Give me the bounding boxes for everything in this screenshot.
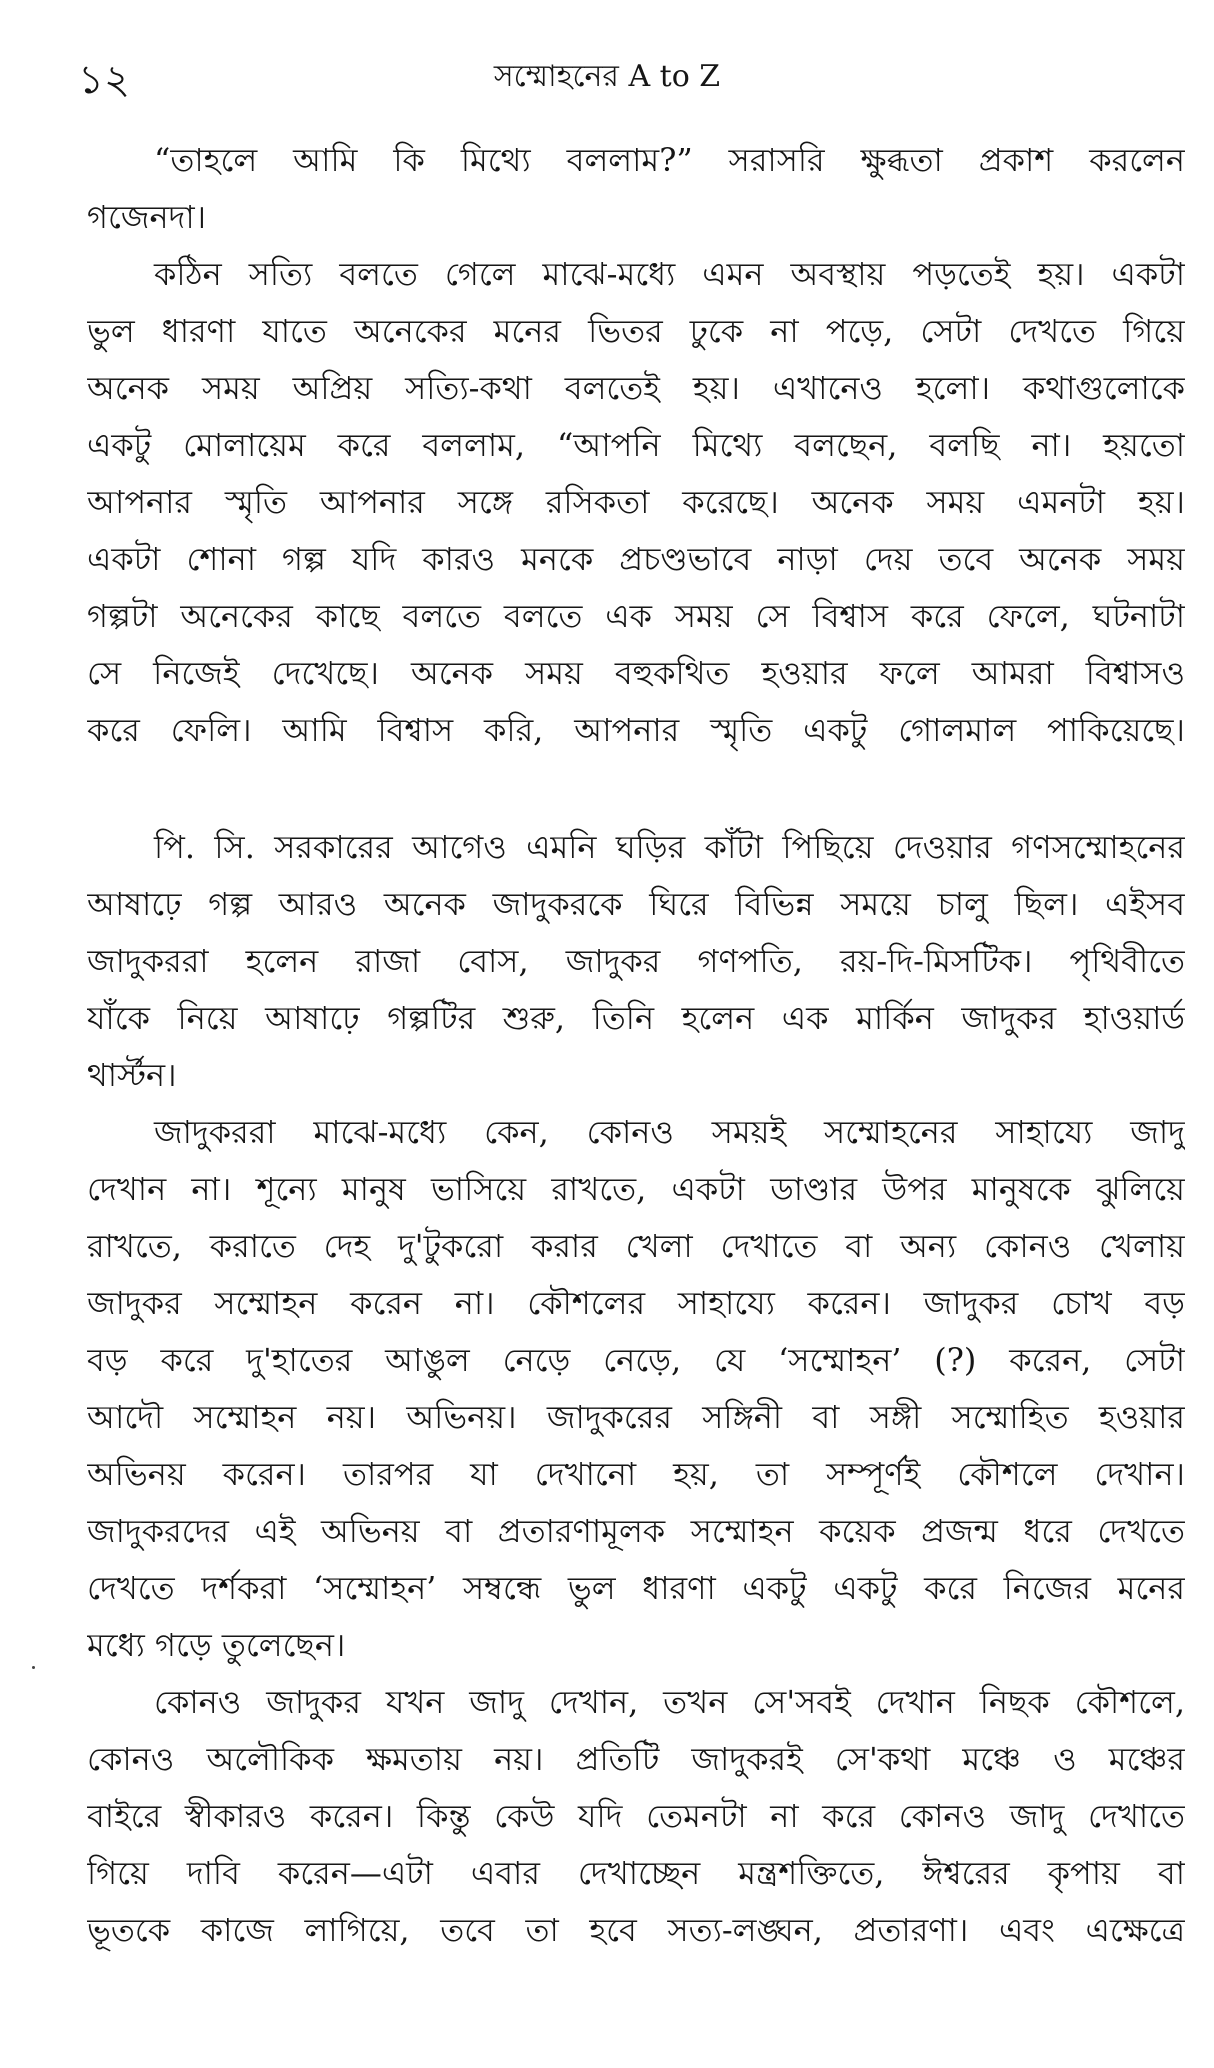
text-line: জাদুকররা মাঝে-মধ্যে কেন, কোনও সময়ই সম্মোহনের সাহায্যে জাদু [154,1113,1185,1151]
text-line: ভুল ধারণা যাতে অনেকের মনের ভিতর ঢুকে না পড়ে, সেটা দেখতে গিয়ে [87,312,1185,350]
text-line: মধ্যে গড়ে তুলেছেন। [87,1626,346,1664]
text-line: পি. সি. সরকারের আগেও এমনি ঘড়ির কাঁটা পিছিয়ে দেওয়ার গণসম্মোহনের [154,828,1185,866]
text-line: আদৌ সম্মোহন নয়। অভিনয়। জাদুকরের সঙ্গিনী বা সঙ্গী সম্মোহিত হওয়ার [87,1398,1185,1436]
page-header [0,48,1214,103]
scan-speck [32,1666,35,1669]
text-line: জাদুকররা হলেন রাজা বোস, জাদুকর গণপতি, রয়-দি-মিসটিক। পৃথিবীতে [87,942,1185,980]
running-title: সম্মোহনের A to Z [493,59,721,94]
page-number: ১২ [78,57,130,103]
text-line: বাইরে স্বীকারও করেন। কিন্তু কেউ যদি তেমনটা না করে কোনও জাদু দেখাতে [87,1797,1185,1835]
text-line: কোনও অলৌকিক ক্ষমতায় নয়। প্রতিটি জাদুকরই সে'কথা মঞ্চে ও মঞ্চের [87,1740,1185,1778]
paragraph [87,246,1185,759]
text-line: কোনও জাদুকর যখন জাদু দেখান, তখন সে'সবই দেখান নিছক কৌশলে, [154,1683,1185,1721]
paragraph [87,1104,1185,1674]
paragraph [87,1674,1185,1959]
text-line: কঠিন সত্যি বলতে গেলে মাঝে-মধ্যে এমন অবস্থায় পড়তেই হয়। একটা [154,255,1185,293]
text-line: একটু মোলায়েম করে বললাম, “আপনি মিথ্যে বলছেন, বলছি না। হয়তো [87,426,1185,464]
text-line: বড় করে দু'হাতের আঙুল নেড়ে নেড়ে, যে ‘সম্মোহন’ (?) করেন, সেটা [87,1341,1185,1379]
text-line: একটা শোনা গল্প যদি কারও মনকে প্রচণ্ডভাবে নাড়া দেয় তবে অনেক সময় [87,540,1185,578]
text-line: দেখতে দর্শকরা ‘সম্মোহন’ সম্বন্ধে ভুল ধারণা একটু একটু করে নিজের মনের [87,1569,1185,1607]
text-line: গল্পটা অনেকের কাছে বলতে বলতে এক সময় সে বিশ্বাস করে ফেলে, ঘটনাটা [87,597,1185,635]
text-line: আপনার স্মৃতি আপনার সঙ্গে রসিকতা করেছে। অনেক সময় এমনটা হয়। [87,483,1185,521]
text-line: সে নিজেই দেখেছে। অনেক সময় বহুকথিত হওয়ার ফলে আমরা বিশ্বাসও [87,654,1185,692]
text-line: রাখতে, করাতে দেহ দু'টুকরো করার খেলা দেখাতে বা অন্য কোনও খেলায় [87,1227,1185,1265]
text-line: আষাঢ়ে গল্প আরও অনেক জাদুকরকে ঘিরে বিভিন্ন সময়ে চালু ছিল। এইসব [87,885,1185,923]
text-line: “তাহলে আমি কি মিথ্যে বললাম?” সরাসরি ক্ষুব্ধতা প্রকাশ করলেন [154,141,1185,179]
page-body [87,132,1185,1959]
text-line: অনেক সময় অপ্রিয় সত্যি-কথা বলতেই হয়। এখানেও হলো। কথাগুলোকে [87,369,1185,407]
text-line: দেখান না। শূন্যে মানুষ ভাসিয়ে রাখতে, একটা ডাণ্ডার উপর মানুষকে ঝুলিয়ে [87,1170,1185,1208]
paragraph [87,132,1185,246]
text-line: যাঁকে নিয়ে আষাঢ়ে গল্পটির শুরু, তিনি হলেন এক মার্কিন জাদুকর হাওয়ার্ড [87,999,1185,1037]
text-line: গজেনদা। [87,198,207,236]
text-line: অভিনয় করেন। তারপর যা দেখানো হয়, তা সম্পূর্ণই কৌশলে দেখান। [87,1455,1185,1493]
text-line: জাদুকরদের এই অভিনয় বা প্রতারণামূলক সম্মোহন কয়েক প্রজন্ম ধরে দেখতে [87,1512,1185,1550]
text-line: থার্স্টন। [87,1056,177,1094]
text-line: করে ফেলি। আমি বিশ্বাস করি, আপনার স্মৃতি একটু গোলমাল পাকিয়েছে। [87,711,1185,749]
text-line: ভূতকে কাজে লাগিয়ে, তবে তা হবে সত্য-লঙ্ঘন, প্রতারণা। এবং এক্ষেত্রে [87,1911,1185,1949]
text-line: গিয়ে দাবি করেন—এটা এবার দেখাচ্ছেন মন্ত্রশক্তিতে, ঈশ্বরের কৃপায় বা [87,1854,1185,1892]
text-line: জাদুকর সম্মোহন করেন না। কৌশলের সাহায্যে করেন। জাদুকর চোখ বড় [87,1284,1185,1322]
paragraph [87,819,1185,1104]
